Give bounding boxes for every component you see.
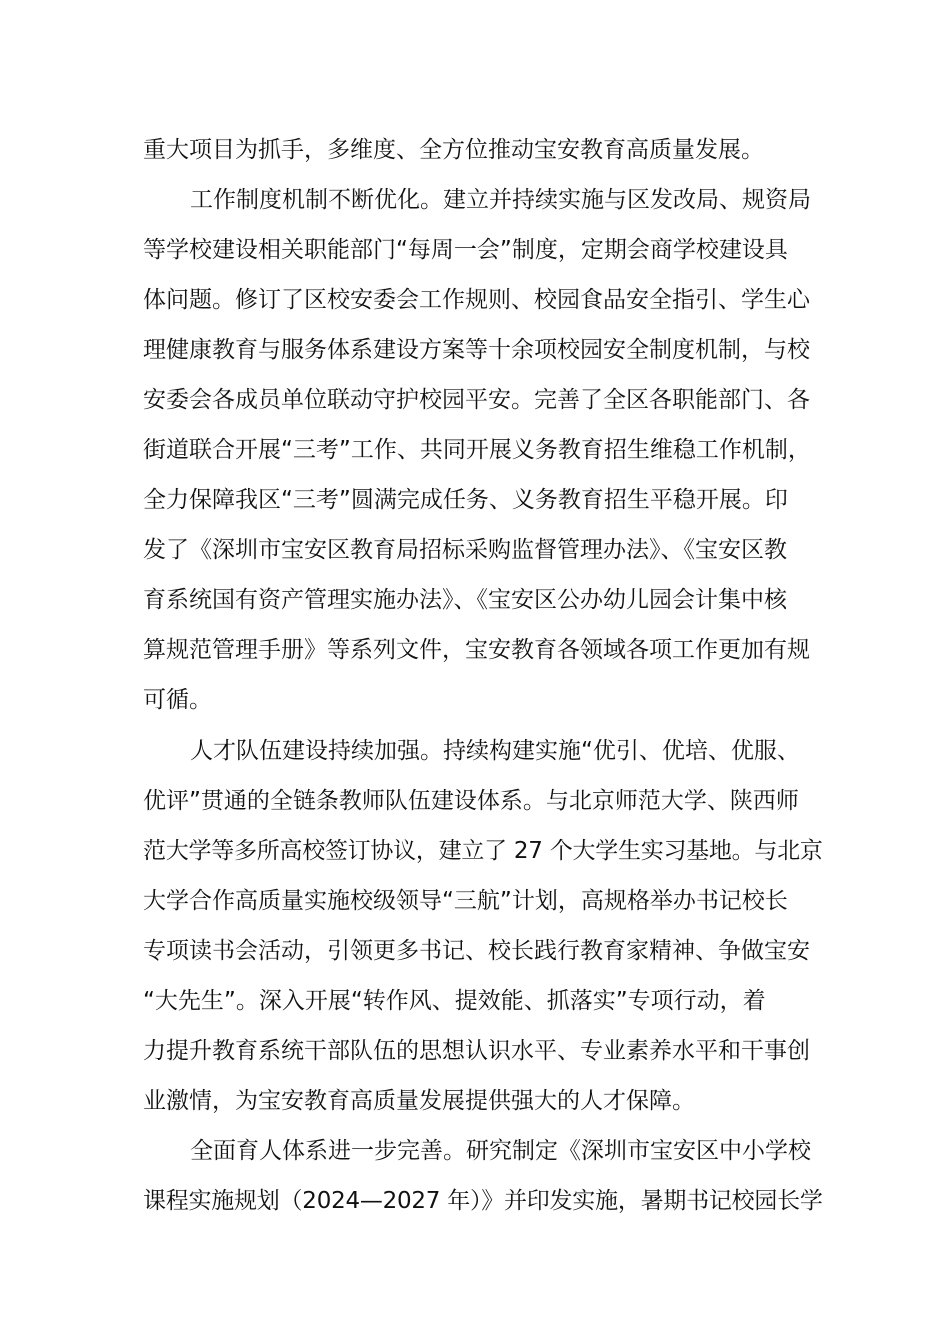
paragraph-line: 可循。	[143, 687, 212, 713]
paragraph-first-line: 工作制度机制不断优化。建立并持续实施与区发改局、规资局	[190, 187, 811, 213]
paragraph-line: 力提升教育系统干部队伍的思想认识水平、专业素养水平和干事创	[143, 1038, 810, 1064]
paragraph-line: 理健康教育与服务体系建设方案等十余项校园安全制度机制，与校	[143, 337, 810, 363]
paragraph-line: 等学校建设相关职能部门“每周一会”制度，定期会商学校建设具	[143, 237, 788, 263]
paragraph-line: 业激情，为宝安教育高质量发展提供强大的人才保障。	[143, 1088, 695, 1114]
paragraph-line: 优评”贯通的全链条教师队伍建设体系。与北京师范大学、陕西师	[143, 788, 799, 814]
paragraph-line: 全力保障我区“三考”圆满完成任务、义务教育招生平稳开展。印	[143, 487, 788, 513]
paragraph-line: 大学合作高质量实施校级领导“三航”计划，高规格举办书记校长	[143, 888, 788, 914]
paragraph-line: 专项读书会活动，引领更多书记、校长践行教育家精神、争做宝安	[143, 938, 810, 964]
paragraph-line: 安委会各成员单位联动守护校园平安。完善了全区各职能部门、各	[143, 387, 810, 413]
paragraph-line: 育系统国有资产管理实施办法》、《宝安区公办幼儿园会计集中核	[143, 587, 787, 613]
paragraph-line: 体问题。修订了区校安委会工作规则、校园食品安全指引、学生心	[143, 287, 810, 313]
paragraph-line: 范大学等多所高校签订协议，建立了 27 个大学生实习基地。与北京	[143, 838, 823, 864]
paragraph-line: 课程实施规划（2024—2027 年）》并印发实施，暑期书记校园长学	[143, 1188, 823, 1214]
paragraph-line: 街道联合开展“三考”工作、共同开展义务教育招生维稳工作机制，	[143, 437, 811, 463]
paragraph-line: 算规范管理手册》等系列文件，宝安教育各领域各项工作更加有规	[143, 637, 810, 663]
paragraph-first-line: 全面育人体系进一步完善。研究制定《深圳市宝安区中小学校	[190, 1138, 811, 1164]
paragraph-first-line: 人才队伍建设持续加强。持续构建实施“优引、优培、优服、	[190, 738, 800, 764]
paragraph-line: 重大项目为抓手，多维度、全方位推动宝安教育高质量发展。	[143, 137, 764, 163]
paragraph-line: 发了《深圳市宝安区教育局招标采购监督管理办法》、《宝安区教	[143, 537, 787, 563]
paragraph-line: “大先生”。深入开展“转作风、提效能、抓落实”专项行动，着	[143, 988, 766, 1014]
